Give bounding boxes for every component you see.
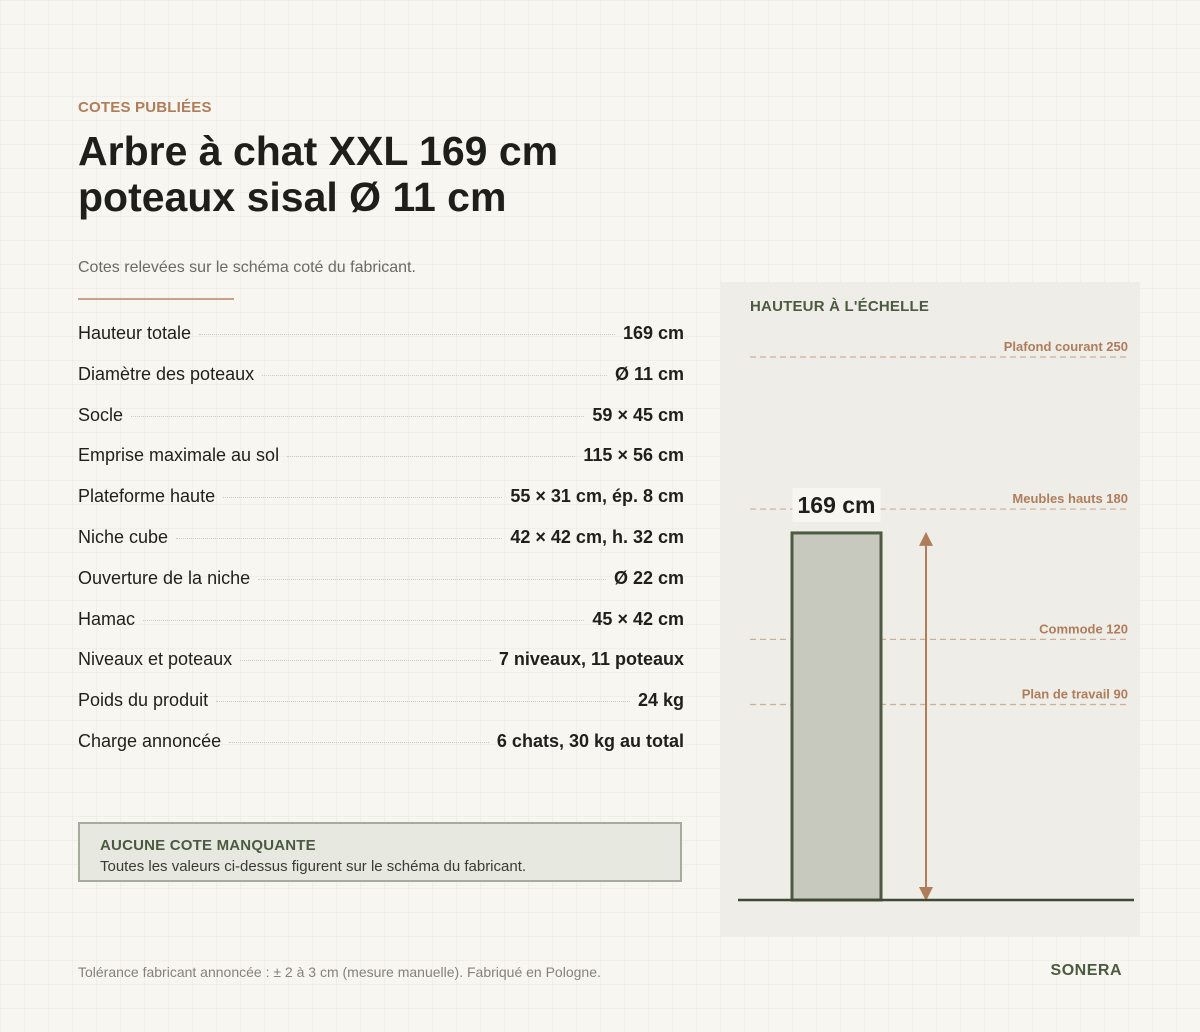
dot-leader: [216, 701, 630, 702]
brand-logo: SONERA: [1050, 962, 1122, 979]
notice-text: Toutes les valeurs ci-dessus figurent sur le schéma du fabricant.: [100, 858, 527, 875]
spec-row: [78, 609, 684, 650]
spec-value: Ø 11 cm: [614, 363, 684, 384]
spec-row: [78, 649, 684, 690]
spec-row: [78, 731, 684, 772]
spec-value: 6 chats, 30 kg au total: [496, 730, 684, 751]
scale-chart: [720, 282, 1140, 936]
reference-label: Commode 120: [1039, 621, 1128, 637]
dot-leader: [287, 456, 575, 457]
spec-label: Poids du produit: [78, 690, 209, 711]
page-title: [78, 128, 718, 220]
spec-value: 7 niveaux, 11 poteaux: [498, 649, 684, 670]
spec-label: Emprise maximale au sol: [78, 445, 280, 466]
spec-label: Ouverture de la niche: [78, 567, 251, 588]
dot-leader: [143, 620, 584, 621]
scale-chart-panel: [720, 282, 1140, 936]
spec-row: [78, 364, 684, 405]
spec-label: Niche cube: [78, 526, 169, 547]
spec-label: Hamac: [78, 608, 136, 629]
spec-value: 55 × 31 cm, ép. 8 cm: [510, 486, 684, 507]
spec-row: [78, 323, 684, 364]
reference-label: Plan de travail 90: [1021, 686, 1128, 702]
reference-label: Meubles hauts 180: [1012, 491, 1128, 507]
spec-label: Charge annoncée: [78, 730, 222, 751]
spec-row: [78, 405, 684, 446]
spec-label: Hauteur totale: [78, 323, 192, 343]
dot-leader: [240, 660, 491, 661]
value-label: 169 cm: [797, 491, 876, 518]
tolerance-note: Tolérance fabricant annoncée : ± 2 à 3 cm (mesure manuelle). Fabriqué en Pologne.: [78, 964, 601, 980]
spec-label: Diamètre des poteaux: [78, 363, 255, 384]
missing-dimensions-notice: [78, 822, 682, 882]
spec-row: [78, 486, 684, 527]
notice-title: AUCUNE COTE MANQUANTE: [100, 837, 316, 854]
dot-leader: [223, 497, 502, 498]
dot-leader: [131, 416, 584, 417]
dot-leader: [176, 538, 502, 539]
dot-leader: [262, 375, 607, 376]
chart-title: HAUTEUR À L'ÉCHELLE: [750, 298, 930, 315]
reference-label: Plafond courant 250: [1003, 339, 1128, 354]
dot-leader: [229, 742, 489, 743]
dot-leader: [258, 579, 606, 580]
spec-label: Socle: [78, 404, 124, 425]
dot-leader: [199, 334, 615, 335]
spec-value: 115 × 56 cm: [583, 445, 684, 466]
spec-value: 24 kg: [637, 690, 684, 711]
spec-value: 59 × 45 cm: [592, 404, 684, 425]
spec-value: 42 × 42 cm, h. 32 cm: [510, 526, 684, 547]
eyebrow-label: COTES PUBLIÉES: [78, 99, 212, 116]
spec-row: [78, 690, 684, 731]
spec-label: Plateforme haute: [78, 486, 216, 507]
spec-value: Ø 22 cm: [613, 567, 684, 588]
spec-list: [78, 323, 684, 772]
page-title-line-2: poteaux sisal Ø 11 cm: [78, 174, 507, 220]
spec-label: Niveaux et poteaux: [78, 649, 233, 670]
spec-row: [78, 527, 684, 568]
page-title-line-1: Arbre à chat XXL 169 cm: [78, 128, 559, 174]
spec-row: [78, 445, 684, 486]
spec-row: [78, 568, 684, 609]
page-subtitle: Cotes relevées sur le schéma coté du fabricant.: [78, 259, 416, 276]
accent-divider: [78, 298, 234, 300]
spec-value: 169 cm: [622, 323, 684, 343]
height-bar: [792, 533, 881, 900]
spec-value: 45 × 42 cm: [592, 608, 684, 629]
